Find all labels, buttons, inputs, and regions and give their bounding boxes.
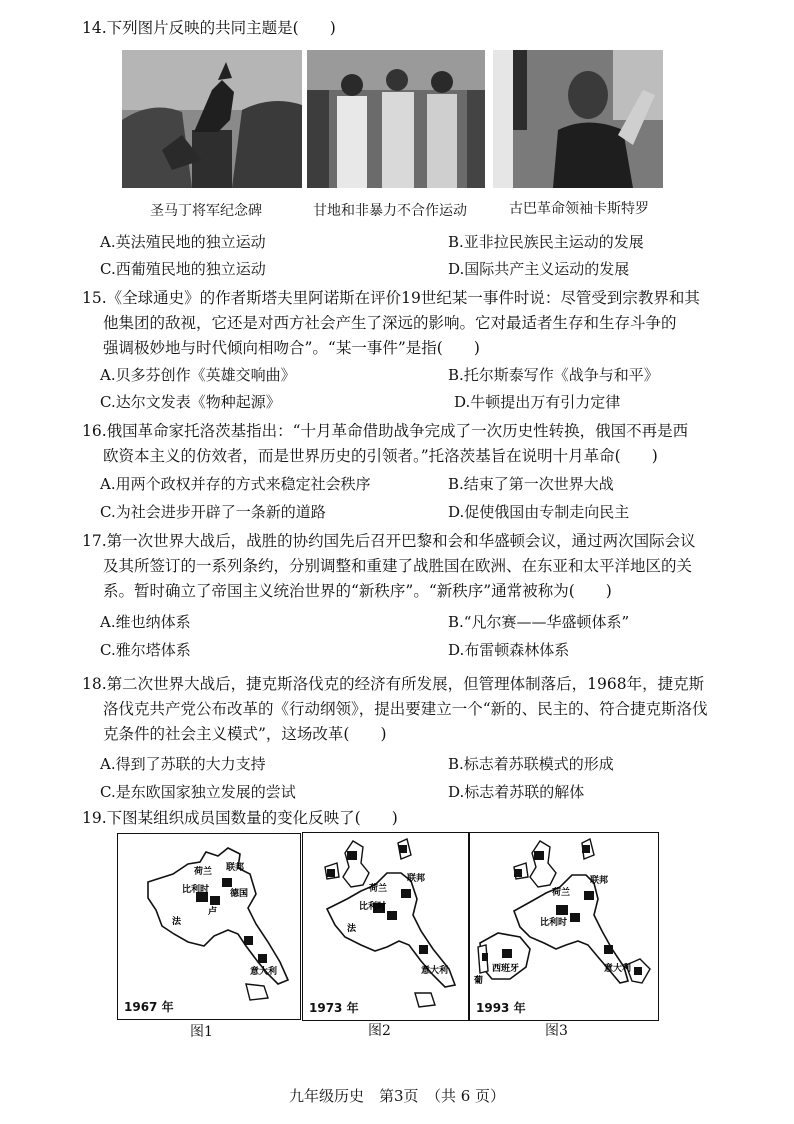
- q18-option-d: D.标志着苏联的解体: [448, 783, 585, 801]
- q18-line-1: 18.第二次世界大战后，捷克斯洛伐克的经济有所发展，但管理体制落后，1968年，捷克斯: [82, 675, 705, 693]
- label-netherlands-1973: 荷兰: [369, 884, 388, 894]
- q15-option-d: D.牛顿提出万有引力定律: [454, 393, 621, 411]
- q17-option-b: B.“凡尔赛——华盛顿体系”: [448, 613, 630, 631]
- photo-caption-2: 甘地和非暴力不合作运动: [313, 203, 467, 219]
- san-martin-monument-photo: [122, 50, 302, 188]
- q18-option-a: A.得到了苏联的大力支持: [100, 755, 266, 773]
- q14-stem: 14.下列图片反映的共同主题是( ): [82, 19, 336, 37]
- figure-label-2: 图2: [368, 1023, 391, 1039]
- q16-option-d: D.促使俄国由专制走向民主: [448, 503, 630, 521]
- map-year-1967: 1967 年: [124, 1000, 174, 1014]
- figure-label-1: 图1: [190, 1024, 213, 1040]
- map-year-1993: 1993 年: [476, 1001, 526, 1015]
- label-lux: 卢: [208, 907, 218, 917]
- label-spain-1993: 西班牙: [492, 964, 520, 974]
- label-portugal-1993: 葡: [474, 976, 484, 986]
- label-belgium-1993: 比利时: [540, 918, 568, 928]
- q17-line-3: 系。暂时确立了帝国主义统治世界的“新秩序”。“新秩序”通常被称为( ): [103, 582, 612, 600]
- q15-line-1: 15.《全球通史》的作者斯塔夫里阿诺斯在评价19世纪某一事件时说：尽管受到宗教界和其: [82, 289, 700, 307]
- photo-caption-1: 圣马丁将军纪念碑: [150, 203, 262, 219]
- q18-line-3: 克条件的社会主义模式”，这场改革( ): [103, 725, 387, 743]
- q18-option-b: B.标志着苏联模式的形成: [448, 755, 614, 773]
- page-footer: 九年级历史 第3页 （共 6 页）: [288, 1087, 506, 1105]
- label-belgium: 比利时: [182, 885, 210, 895]
- map-1993: [469, 832, 659, 1021]
- label-federal: 联邦: [226, 863, 245, 873]
- label-france: 法: [172, 917, 182, 927]
- gandhi-march-photo: [307, 50, 485, 188]
- q15-option-b: B.托尔斯泰写作《战争与和平》: [448, 366, 659, 384]
- photo-caption-3: 古巴革命领袖卡斯特罗: [509, 201, 649, 217]
- label-italy-1973: 意大利: [421, 966, 449, 976]
- q15-line-3: 强调极妙地与时代倾向相吻合”。“某一事件”是指( ): [103, 339, 480, 357]
- map-year-1973: 1973 年: [309, 1001, 359, 1015]
- label-germany: 德国: [230, 889, 249, 899]
- q14-option-d: D.国际共产主义运动的发展: [448, 260, 630, 278]
- q16-option-c: C.为社会进步开辟了一条新的道路: [100, 503, 326, 521]
- label-federal-1993: 联邦: [590, 876, 609, 886]
- map-1973: [302, 832, 469, 1021]
- label-italy: 意大利: [250, 967, 278, 977]
- q18-line-2: 洛伐克共产党公布改革的《行动纲领》，提出要建立一个“新的、民主的、符合捷克斯洛伐: [103, 700, 708, 718]
- label-belgium-1973: 比利时: [359, 902, 387, 912]
- label-italy-1993: 意大利: [604, 964, 632, 974]
- q17-option-d: D.布雷顿森林体系: [448, 641, 570, 659]
- q16-option-a: A.用两个政权并存的方式来稳定社会秩序: [100, 475, 371, 493]
- q15-option-c: C.达尔文发表《物种起源》: [100, 393, 281, 411]
- label-netherlands-1993: 荷兰: [552, 888, 571, 898]
- q17-option-c: C.雅尔塔体系: [100, 641, 191, 659]
- label-netherlands: 荷兰: [194, 867, 213, 877]
- q16-option-b: B.结束了第一次世界大战: [448, 475, 614, 493]
- q17-option-a: A.维也纳体系: [100, 613, 191, 631]
- q17-line-1: 17.第一次世界大战后，战胜的协约国先后召开巴黎和会和华盛顿会议，通过两次国际会议: [82, 532, 696, 550]
- q19-stem: 19.下图某组织成员国数量的变化反映了( ): [82, 809, 398, 827]
- q17-line-2: 及其所签订的一系列条约，分别调整和重建了战胜国在欧洲、在东亚和太平洋地区的关: [103, 557, 693, 575]
- castro-photo: [493, 50, 663, 188]
- q18-option-c: C.是东欧国家独立发展的尝试: [100, 783, 296, 801]
- q14-option-c: C.西葡殖民地的独立运动: [100, 260, 266, 278]
- q16-line-2: 欧资本主义的仿效者，而是世界历史的引领者。”托洛茨基旨在说明十月革命( ): [103, 447, 658, 465]
- figure-label-3: 图3: [545, 1023, 568, 1039]
- q15-line-2: 他集团的敌视，它还是对西方社会产生了深远的影响。它对最适者生存和生存斗争的: [103, 314, 677, 332]
- map-1967: [117, 833, 301, 1020]
- q16-line-1: 16.俄国革命家托洛茨基指出：“十月革命借助战争完成了一次历史性转换，俄国不再是西: [82, 422, 689, 440]
- label-federal-1973: 联邦: [407, 874, 426, 884]
- q14-option-b: B.亚非拉民族民主运动的发展: [448, 233, 644, 251]
- q15-option-a: A.贝多芬创作《英雄交响曲》: [100, 366, 296, 384]
- q14-option-a: A.英法殖民地的独立运动: [100, 233, 266, 251]
- label-france-1973: 法: [347, 924, 357, 934]
